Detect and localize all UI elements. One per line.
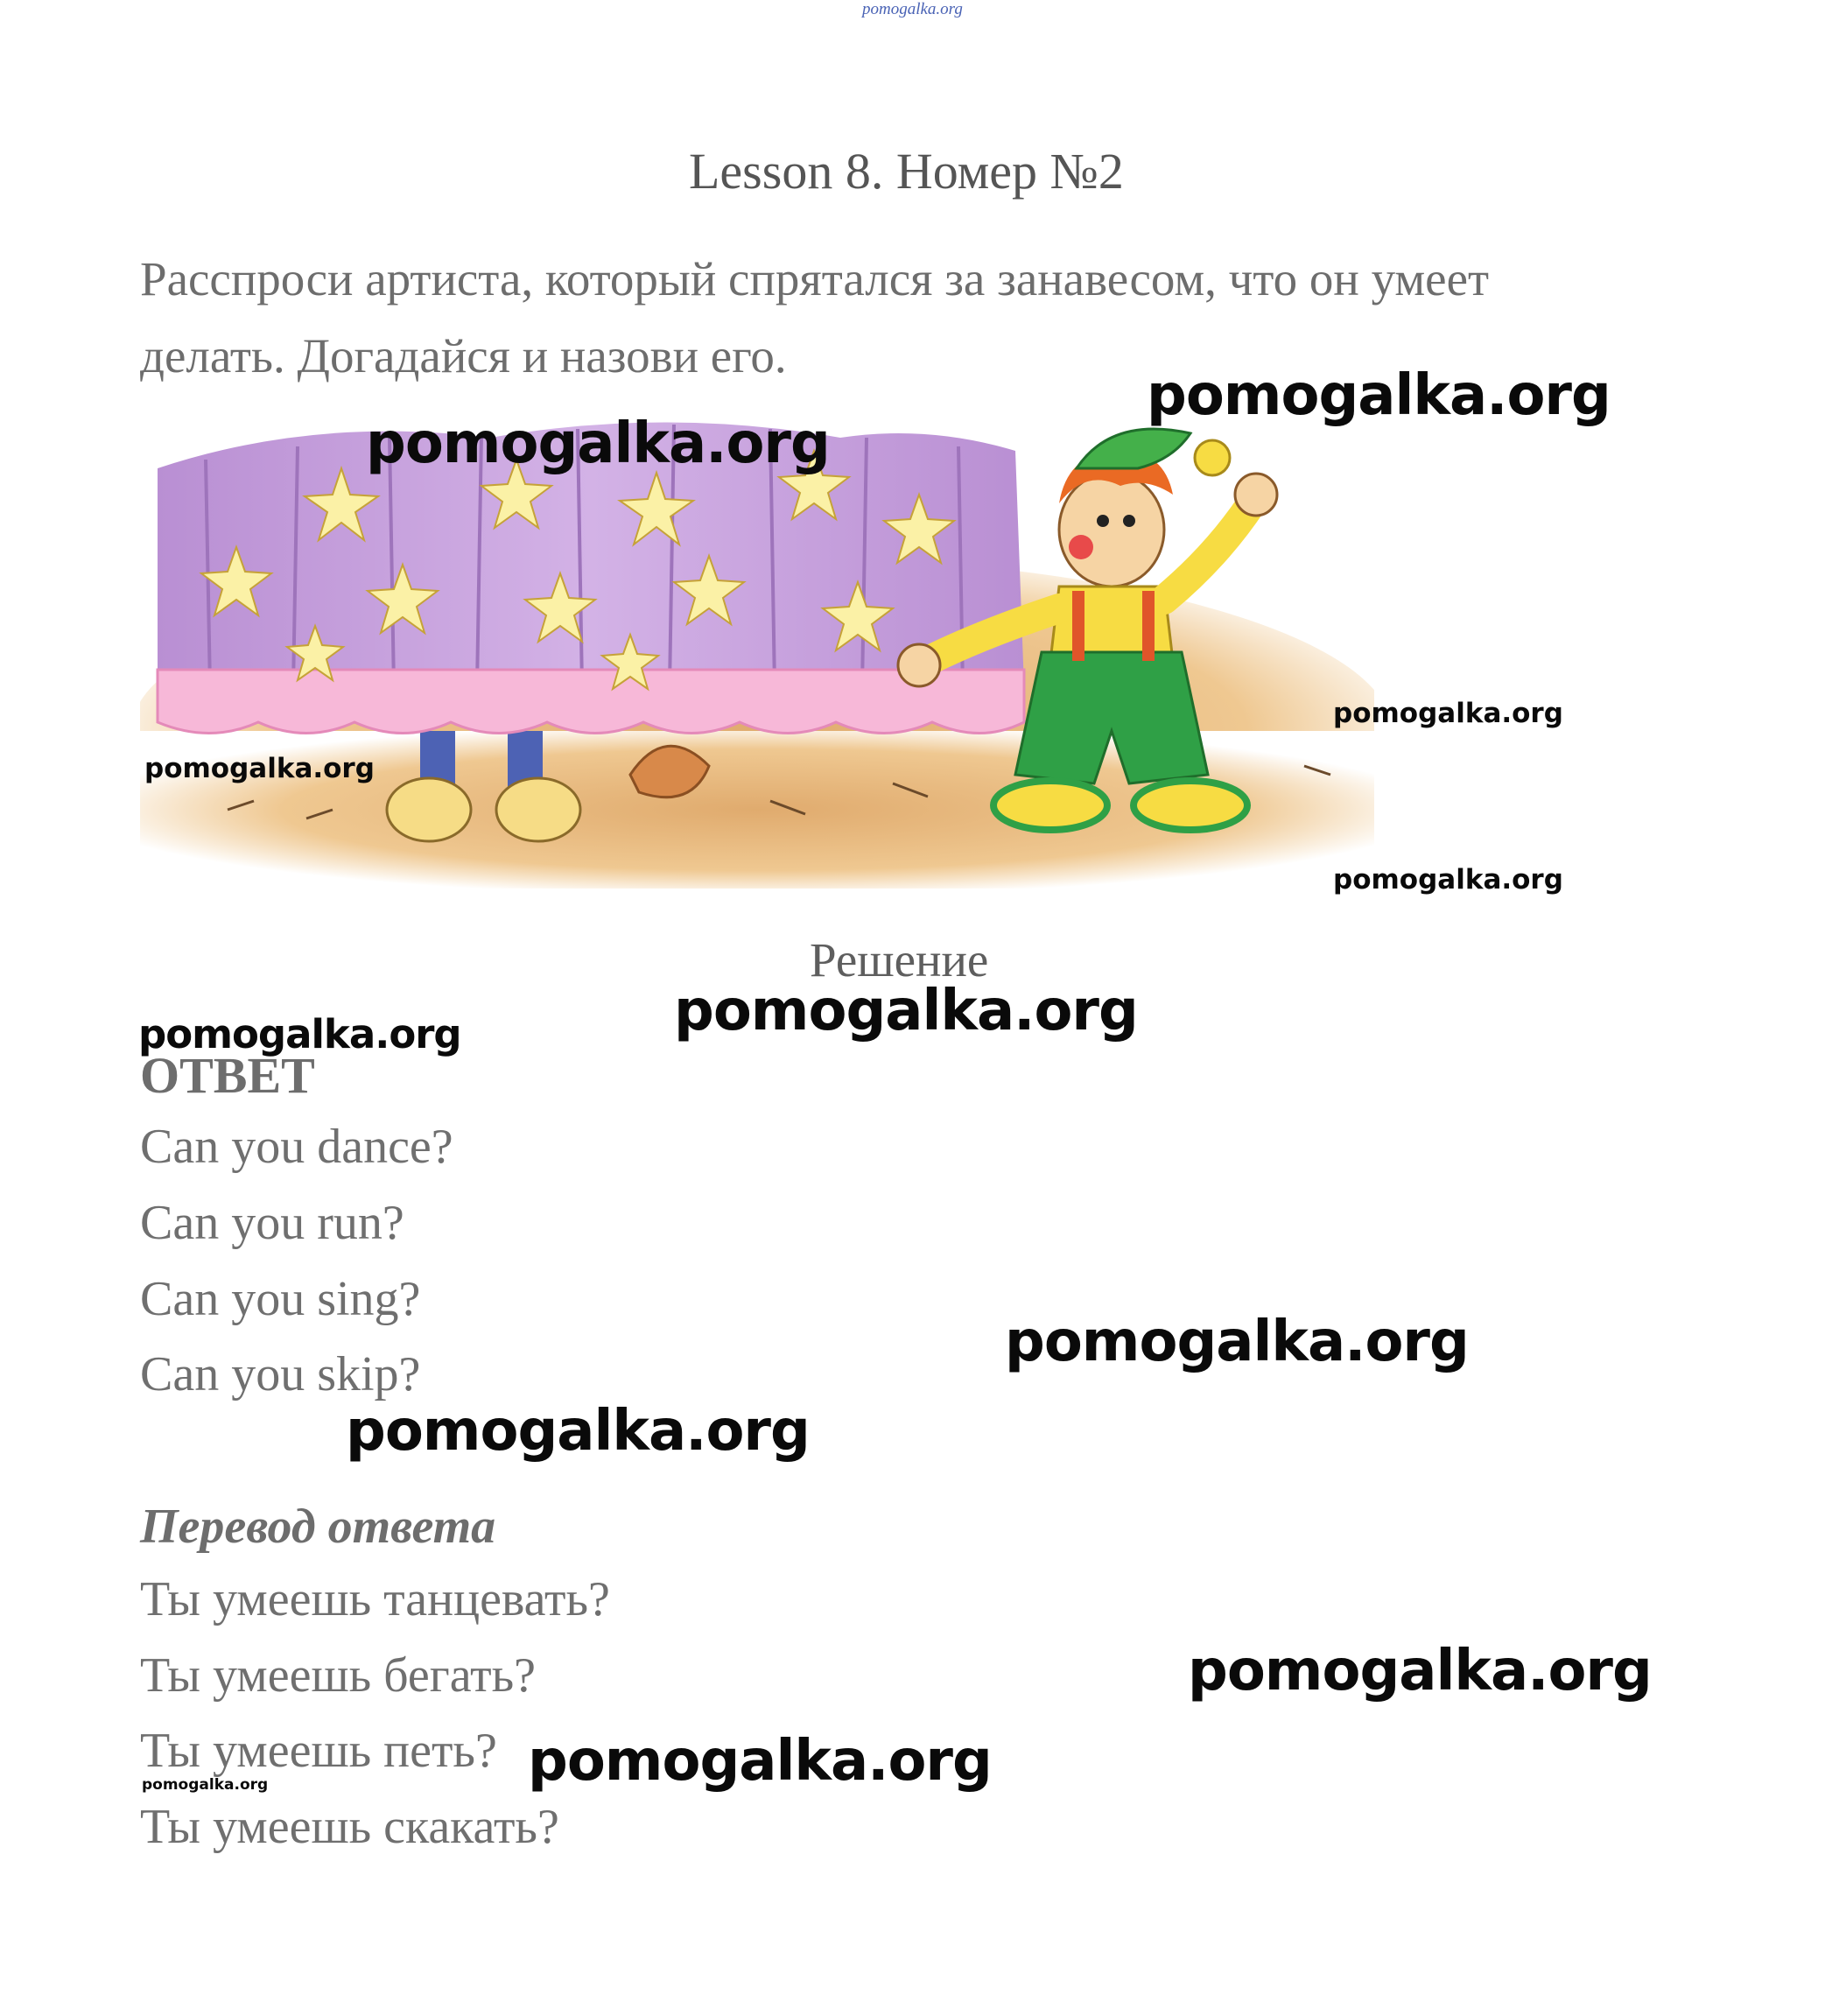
translation-line: Ты умеешь петь? <box>140 1724 497 1778</box>
translation-line: Ты умеешь бегать? <box>140 1648 536 1703</box>
answer-line: Can you sing? <box>140 1272 421 1326</box>
translation-line: Ты умеешь танцевать? <box>140 1572 610 1626</box>
watermark: pomogalka.org <box>346 1399 810 1464</box>
answer-line: Can you skip? <box>140 1347 421 1401</box>
header-watermark: pomogalka.org <box>862 0 963 18</box>
watermark: pomogalka.org <box>1333 698 1563 729</box>
solution-heading: Решение <box>810 933 989 987</box>
watermark: pomogalka.org <box>528 1729 992 1794</box>
watermark: pomogalka.org <box>1147 363 1611 428</box>
page-title: Lesson 8. Номер №2 <box>689 143 1124 200</box>
watermark: pomogalka.org <box>1333 864 1563 896</box>
translation-label: Перевод ответа <box>140 1500 496 1554</box>
watermark: pomogalka.org <box>138 1011 461 1057</box>
answer-line: Can you dance? <box>140 1120 453 1174</box>
watermark: pomogalka.org <box>674 979 1138 1043</box>
watermark: pomogalka.org <box>1188 1639 1652 1703</box>
watermark: pomogalka.org <box>366 411 830 476</box>
translation-line: Ты умеешь скакать? <box>140 1800 559 1854</box>
task-text: Расспроси артиста, который спрятался за занавесом, что он умеет делать. Догадайся и назови его. <box>140 252 1490 383</box>
answer-line: Can you run? <box>140 1196 404 1250</box>
curtain-hem <box>158 670 1024 734</box>
watermark: pomogalka.org <box>142 1776 269 1794</box>
answer-label: ОТВЕТ <box>140 1047 315 1104</box>
watermark: pomogalka.org <box>1005 1310 1469 1374</box>
watermark: pomogalka.org <box>144 753 375 784</box>
